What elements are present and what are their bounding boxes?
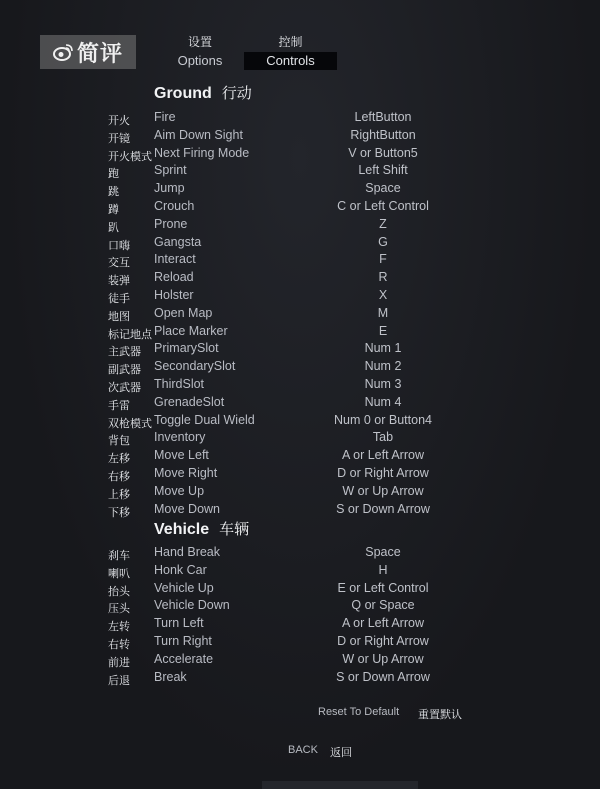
keybind-row[interactable] [0, 448, 600, 466]
action-cn-label: 双枪模式 [108, 416, 152, 430]
action-cn-label: 后退 [108, 673, 130, 687]
action-label: Hand Break [154, 545, 221, 559]
keybind-row[interactable] [0, 324, 600, 342]
action-cn-label: 抬头 [108, 584, 130, 598]
ground-title: Ground [154, 85, 212, 102]
action-cn-label: 蹲 [108, 202, 119, 216]
key-binding-button[interactable]: Tab [372, 430, 394, 445]
key-binding-button[interactable]: RightButton [350, 127, 416, 142]
tab-controls[interactable] [244, 34, 337, 70]
action-label: Jump [154, 181, 185, 196]
action-label: Gangsta [154, 234, 202, 249]
key-binding-button[interactable]: D or Right Arrow [337, 633, 429, 648]
vehicle-title-cn: 车辆 [219, 520, 250, 538]
action-label: Vehicle Up [154, 580, 214, 595]
keybind-row[interactable] [0, 217, 600, 235]
key-binding-button[interactable]: E [378, 323, 388, 338]
vehicle-keybind-list [0, 545, 600, 687]
action-label: Honk Car [154, 562, 207, 577]
action-cn-label: 刹车 [108, 549, 130, 562]
bottom-panel-edge [262, 781, 418, 789]
action-label: Move Left [154, 448, 209, 463]
key-binding-button[interactable]: E or Left Control [337, 580, 429, 595]
key-binding-button[interactable]: V or Button5 [348, 145, 418, 160]
keybind-row[interactable] [0, 359, 600, 377]
action-cn-label: 口嗨 [108, 238, 130, 252]
action-cn-label: 跑 [108, 167, 119, 181]
reset-to-default-cn-button[interactable]: 重置默认 [418, 708, 462, 721]
action-cn-label: 下移 [108, 505, 130, 519]
action-label: Move Down [154, 501, 220, 516]
key-binding-button[interactable]: D or Right Arrow [337, 465, 429, 480]
action-label: SecondarySlot [154, 359, 236, 374]
tab-options[interactable] [156, 34, 244, 70]
reset-to-default-button[interactable]: Reset To Default [318, 706, 400, 718]
keybind-row[interactable] [0, 341, 600, 359]
action-cn-label: 开镜 [108, 131, 130, 145]
key-binding-button[interactable]: M [377, 305, 389, 320]
action-label: PrimarySlot [154, 341, 219, 356]
back-cn-button[interactable]: 返回 [330, 746, 352, 759]
ground-section-title [154, 82, 252, 103]
key-binding-button[interactable]: Num 0 or Button4 [334, 412, 432, 427]
action-label: Aim Down Sight [154, 127, 243, 142]
key-binding-button[interactable]: Z [379, 216, 387, 231]
key-binding-button[interactable]: H [378, 562, 388, 577]
keybind-row[interactable] [0, 252, 600, 270]
key-binding-button[interactable]: Num 2 [364, 359, 402, 374]
key-binding-button[interactable]: Num 3 [364, 376, 402, 391]
action-cn-label: 跳 [108, 185, 119, 199]
action-cn-label: 右移 [108, 469, 130, 483]
action-cn-label: 压头 [108, 602, 130, 616]
action-label: Open Map [154, 305, 213, 320]
key-binding-button[interactable]: Space [365, 181, 401, 196]
action-cn-label: 右转 [108, 637, 130, 651]
action-label: Sprint [154, 163, 187, 178]
keybind-row[interactable] [0, 270, 600, 288]
key-binding-button[interactable]: A or Left Arrow [342, 448, 424, 463]
key-binding-button[interactable]: Left Shift [358, 163, 408, 178]
keybind-row[interactable] [0, 545, 600, 563]
key-binding-button[interactable]: R [378, 270, 388, 285]
action-label: Inventory [154, 430, 206, 445]
action-cn-label: 地图 [108, 309, 130, 323]
keybind-row[interactable] [0, 652, 600, 670]
key-binding-button[interactable]: Num 4 [364, 394, 402, 409]
keybind-row[interactable] [0, 146, 600, 164]
vehicle-title: Vehicle [154, 521, 210, 538]
action-cn-label: 次武器 [108, 380, 141, 394]
action-cn-label: 上移 [108, 487, 130, 501]
key-binding-button[interactable]: S or Down Arrow [336, 501, 430, 516]
action-label: Crouch [154, 198, 195, 213]
ground-keybind-list [0, 110, 600, 519]
action-cn-label: 手雷 [108, 398, 130, 412]
vehicle-section-title [154, 518, 249, 539]
action-cn-label: 趴 [108, 220, 119, 234]
key-binding-button[interactable]: C or Left Control [337, 198, 429, 213]
keybind-row[interactable] [0, 377, 600, 395]
keybind-row[interactable] [0, 563, 600, 581]
key-binding-button[interactable]: F [379, 252, 387, 267]
action-label: Place Marker [154, 323, 228, 338]
key-binding-button[interactable]: Space [365, 545, 401, 559]
action-label: ThirdSlot [154, 376, 205, 391]
key-binding-button[interactable]: S or Down Arrow [336, 669, 430, 684]
action-cn-label: 装弹 [108, 274, 130, 288]
action-label: Vehicle Down [154, 598, 230, 613]
keybind-row[interactable] [0, 670, 600, 688]
action-label: Accelerate [154, 651, 214, 666]
action-label: Move Up [154, 483, 205, 498]
tab-options-cn-label: 设置 [187, 35, 212, 49]
settings-tabs [156, 34, 356, 74]
action-cn-label: 开火模式 [108, 149, 152, 163]
key-binding-button[interactable]: LeftButton [354, 110, 412, 124]
ground-title-cn: 行动 [221, 84, 252, 102]
keybind-row[interactable] [0, 163, 600, 181]
action-label: Next Firing Mode [154, 145, 250, 160]
keybind-row[interactable] [0, 430, 600, 448]
action-cn-label: 标记地点 [108, 327, 152, 341]
action-label: Holster [154, 287, 194, 302]
keybind-row[interactable] [0, 581, 600, 599]
action-label: Interact [154, 252, 196, 267]
action-label: Break [154, 669, 187, 684]
weibo-logo [40, 35, 136, 69]
action-label: Prone [154, 216, 188, 231]
action-label: Move Right [154, 465, 218, 480]
keybind-row[interactable] [0, 634, 600, 652]
action-cn-label: 背包 [108, 434, 130, 448]
keybind-row[interactable] [0, 616, 600, 634]
action-cn-label: 喇叭 [108, 566, 130, 580]
action-cn-label: 交互 [108, 256, 130, 270]
keybind-row[interactable] [0, 235, 600, 253]
keybind-row[interactable] [0, 128, 600, 146]
action-cn-label: 前进 [108, 655, 130, 669]
action-label: Toggle Dual Wield [154, 412, 255, 427]
action-cn-label: 左转 [108, 620, 130, 634]
action-label: Fire [154, 110, 176, 124]
keybind-row[interactable] [0, 484, 600, 502]
key-binding-button[interactable]: Num 1 [364, 341, 402, 356]
keybind-row[interactable] [0, 288, 600, 306]
keybind-row[interactable] [0, 466, 600, 484]
action-cn-label: 开火 [108, 114, 130, 127]
action-label: GrenadeSlot [154, 394, 225, 409]
keybind-row[interactable] [0, 598, 600, 616]
keybind-row[interactable] [0, 181, 600, 199]
keybind-row[interactable] [0, 110, 600, 128]
keybind-row[interactable] [0, 413, 600, 431]
tab-controls-cn-label: 控制 [278, 35, 303, 49]
key-binding-button[interactable]: Q or Space [351, 598, 415, 613]
action-cn-label: 徒手 [108, 291, 130, 305]
tab-options-label: Options [177, 53, 223, 68]
logo-text: 简评 [76, 41, 123, 67]
key-binding-button[interactable]: W or Up Arrow [342, 483, 424, 498]
tab-controls-label: Controls [244, 52, 337, 70]
action-label: Turn Right [154, 633, 212, 648]
action-cn-label: 左移 [108, 452, 130, 466]
weibo-eye-icon [53, 43, 73, 61]
key-binding-button[interactable]: G [378, 234, 388, 249]
key-binding-button[interactable]: W or Up Arrow [342, 651, 424, 666]
keybind-row[interactable] [0, 199, 600, 217]
action-label: Reload [154, 270, 194, 285]
action-cn-label: 主武器 [108, 345, 141, 359]
back-button[interactable]: BACK [288, 744, 318, 756]
keybind-row[interactable] [0, 502, 600, 520]
action-cn-label: 副武器 [108, 363, 141, 377]
key-binding-button[interactable]: A or Left Arrow [342, 616, 424, 631]
key-binding-button[interactable]: X [378, 287, 388, 302]
keybind-row[interactable] [0, 306, 600, 324]
action-label: Turn Left [154, 616, 204, 631]
keybind-row[interactable] [0, 395, 600, 413]
